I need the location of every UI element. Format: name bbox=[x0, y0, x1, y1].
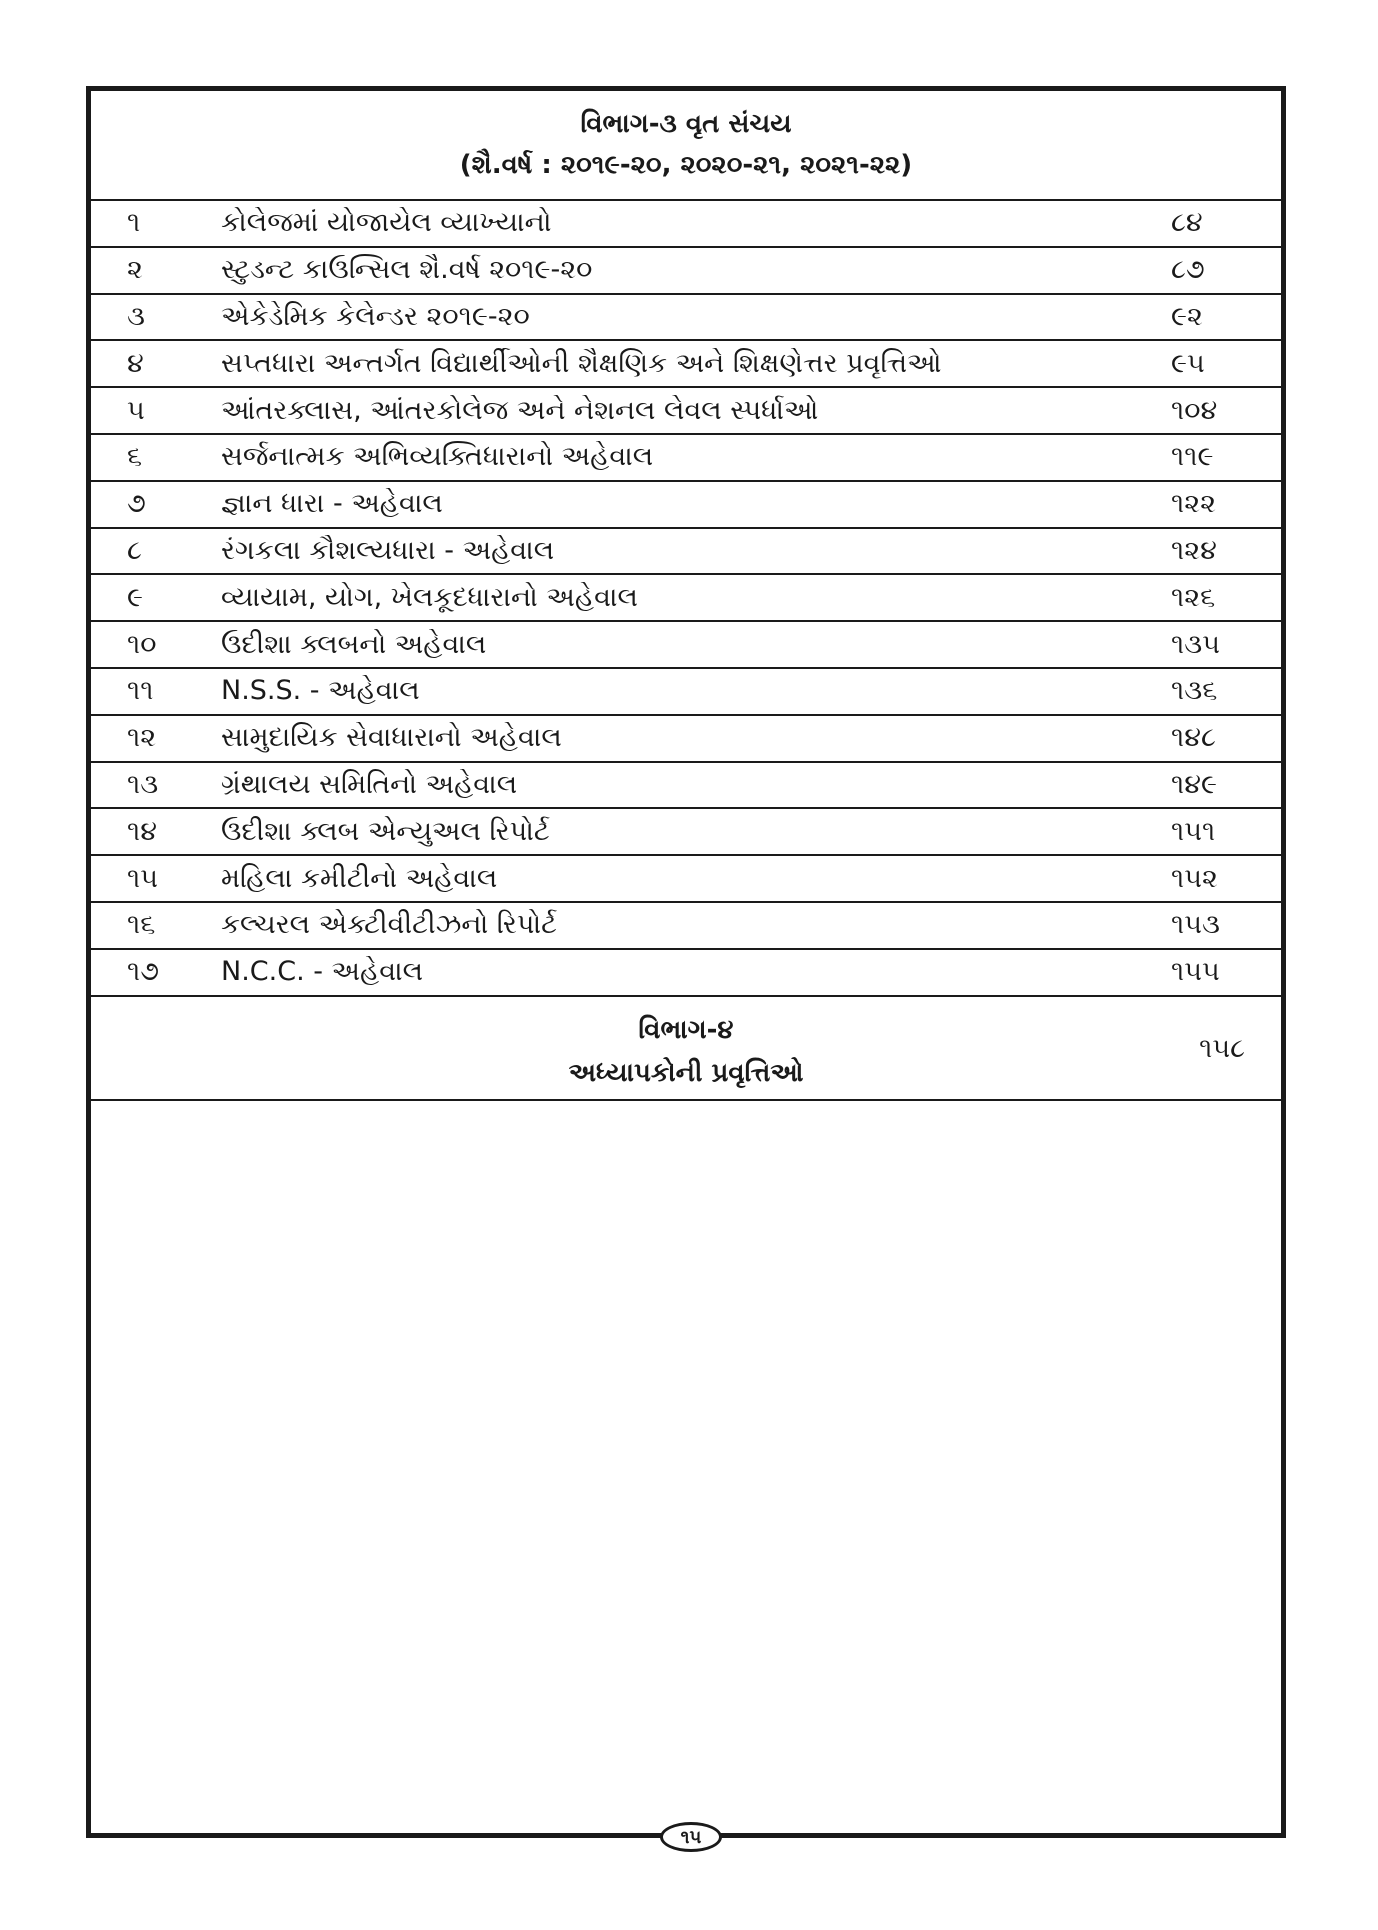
section-4-page: ૧૫૮ bbox=[1199, 1032, 1245, 1064]
section-4-title: વિભાગ-૪ bbox=[638, 1014, 734, 1045]
row-number: ૧૫ bbox=[127, 862, 158, 894]
section-3-title: વિભાગ-૩ વૃત સંચય bbox=[580, 109, 792, 139]
row-number: ૧૩ bbox=[127, 768, 159, 800]
row-page: ૧૫૨ bbox=[1171, 862, 1218, 894]
toc-row bbox=[91, 388, 1281, 435]
row-page: ૮૪ bbox=[1171, 207, 1203, 239]
toc-rows bbox=[91, 201, 1281, 997]
row-number: ૩ bbox=[127, 300, 145, 332]
toc-row bbox=[91, 248, 1281, 295]
row-number: ૧૪ bbox=[127, 815, 157, 847]
row-page: ૧૨૨ bbox=[1171, 488, 1216, 520]
row-number: ૧૬ bbox=[127, 909, 156, 941]
row-page: ૧૨૬ bbox=[1171, 581, 1216, 613]
row-title: કોલેજમાં યોજાયેલ વ્યાખ્યાનો bbox=[221, 207, 552, 239]
row-title: વ્યાયામ, યોગ, ખેલકૂદધારાનો અહેવાલ bbox=[221, 581, 638, 613]
toc-row bbox=[91, 903, 1281, 950]
toc-row bbox=[91, 809, 1281, 856]
toc-row bbox=[91, 763, 1281, 810]
row-number: ૧૭ bbox=[127, 956, 159, 988]
row-page: ૧૩૫ bbox=[1171, 628, 1220, 660]
toc-row bbox=[91, 856, 1281, 903]
row-number: ૬ bbox=[127, 441, 143, 473]
toc-row bbox=[91, 716, 1281, 763]
section-3-header bbox=[91, 91, 1281, 201]
toc-row bbox=[91, 622, 1281, 669]
row-page: ૮૭ bbox=[1171, 254, 1205, 286]
toc-row bbox=[91, 482, 1281, 529]
toc-row bbox=[91, 435, 1281, 482]
row-number: ૧ bbox=[127, 207, 141, 239]
row-page: ૯૨ bbox=[1171, 300, 1203, 332]
toc-row bbox=[91, 669, 1281, 716]
section-3-subtitle: (શૈ.વર્ષ : ૨૦૧૯-૨૦, ૨૦૨૦-૨૧, ૨૦૨૧-૨૨) bbox=[459, 150, 913, 180]
row-title: N.S.S. - અહેવાલ bbox=[221, 675, 420, 707]
row-title: મહિલા કમીટીનો અહેવાલ bbox=[221, 862, 498, 894]
row-title: રંગકલા કૌશલ્યધારા - અહેવાલ bbox=[221, 534, 555, 566]
row-page: ૧૨૪ bbox=[1171, 534, 1217, 566]
row-title: N.C.C. - અહેવાલ bbox=[221, 956, 424, 988]
row-page: ૧૫૫ bbox=[1171, 956, 1220, 988]
toc-row bbox=[91, 341, 1281, 388]
row-number: ૫ bbox=[127, 394, 145, 426]
section-4-entry bbox=[91, 997, 1281, 1101]
toc-row bbox=[91, 575, 1281, 622]
row-page: ૧૧૯ bbox=[1171, 441, 1214, 473]
row-page: ૧૫૧ bbox=[1171, 815, 1216, 847]
row-page: ૧૫૩ bbox=[1171, 909, 1220, 941]
row-title: સ્ટુડન્ટ કાઉન્સિલ શૈ.વર્ષ ૨૦૧૯-૨૦ bbox=[221, 254, 593, 286]
toc-row bbox=[91, 201, 1281, 248]
row-page: ૯૫ bbox=[1171, 347, 1205, 379]
row-number: ૧૧ bbox=[127, 675, 154, 707]
row-page: ૧૦૪ bbox=[1171, 394, 1218, 426]
row-page: ૧૪૮ bbox=[1171, 722, 1216, 754]
row-page: ૧૪૯ bbox=[1171, 768, 1217, 800]
toc-row bbox=[91, 529, 1281, 576]
page-frame bbox=[86, 86, 1286, 1838]
row-number: ૮ bbox=[127, 534, 142, 566]
section-4-subtitle: અધ્યાપકોની પ્રવૃત્તિઓ bbox=[568, 1057, 804, 1088]
row-title: સામુદાયિક સેવાધારાનો અહેવાલ bbox=[221, 722, 562, 754]
toc-row bbox=[91, 295, 1281, 342]
row-title: ઉદીશા ક્લબ એન્યુઅલ રિપોર્ટ bbox=[221, 815, 550, 847]
row-title: સર્જનાત્મક અભિવ્યક્તિધારાનો અહેવાલ bbox=[221, 441, 654, 473]
page-number-badge bbox=[660, 1822, 722, 1852]
row-title: એકેડેમિક કેલેન્ડર ૨૦૧૯-૨૦ bbox=[221, 300, 530, 332]
row-title: સપ્તધારા અન્તર્ગત વિદ્યાર્થીઓની શૈક્ષણિક અને શિક્ષણેત્તર પ્રવૃત્તિઓ bbox=[221, 347, 942, 379]
row-number: ૧૦ bbox=[127, 628, 157, 660]
page-number: ૧૫ bbox=[680, 1826, 702, 1848]
row-number: ૯ bbox=[127, 581, 143, 613]
row-title: કલ્ચરલ એક્ટીવીટીઝનો રિપોર્ટ bbox=[221, 909, 557, 941]
row-title: ઉદીશા ક્લબનો અહેવાલ bbox=[221, 628, 487, 660]
row-page: ૧૩૬ bbox=[1171, 675, 1218, 707]
row-number: ૪ bbox=[127, 347, 144, 379]
toc-row bbox=[91, 950, 1281, 997]
row-number: ૧૨ bbox=[127, 722, 157, 754]
row-title: જ્ઞાન ધારા - અહેવાલ bbox=[221, 488, 443, 520]
row-number: ૭ bbox=[127, 488, 146, 520]
row-number: ૨ bbox=[127, 254, 143, 286]
row-title: ગ્રંથાલય સમિતિનો અહેવાલ bbox=[221, 768, 518, 800]
row-title: આંતરક્લાસ, આંતરકોલેજ અને નેશનલ લેવલ સ્પર્ધાઓ bbox=[221, 394, 819, 426]
